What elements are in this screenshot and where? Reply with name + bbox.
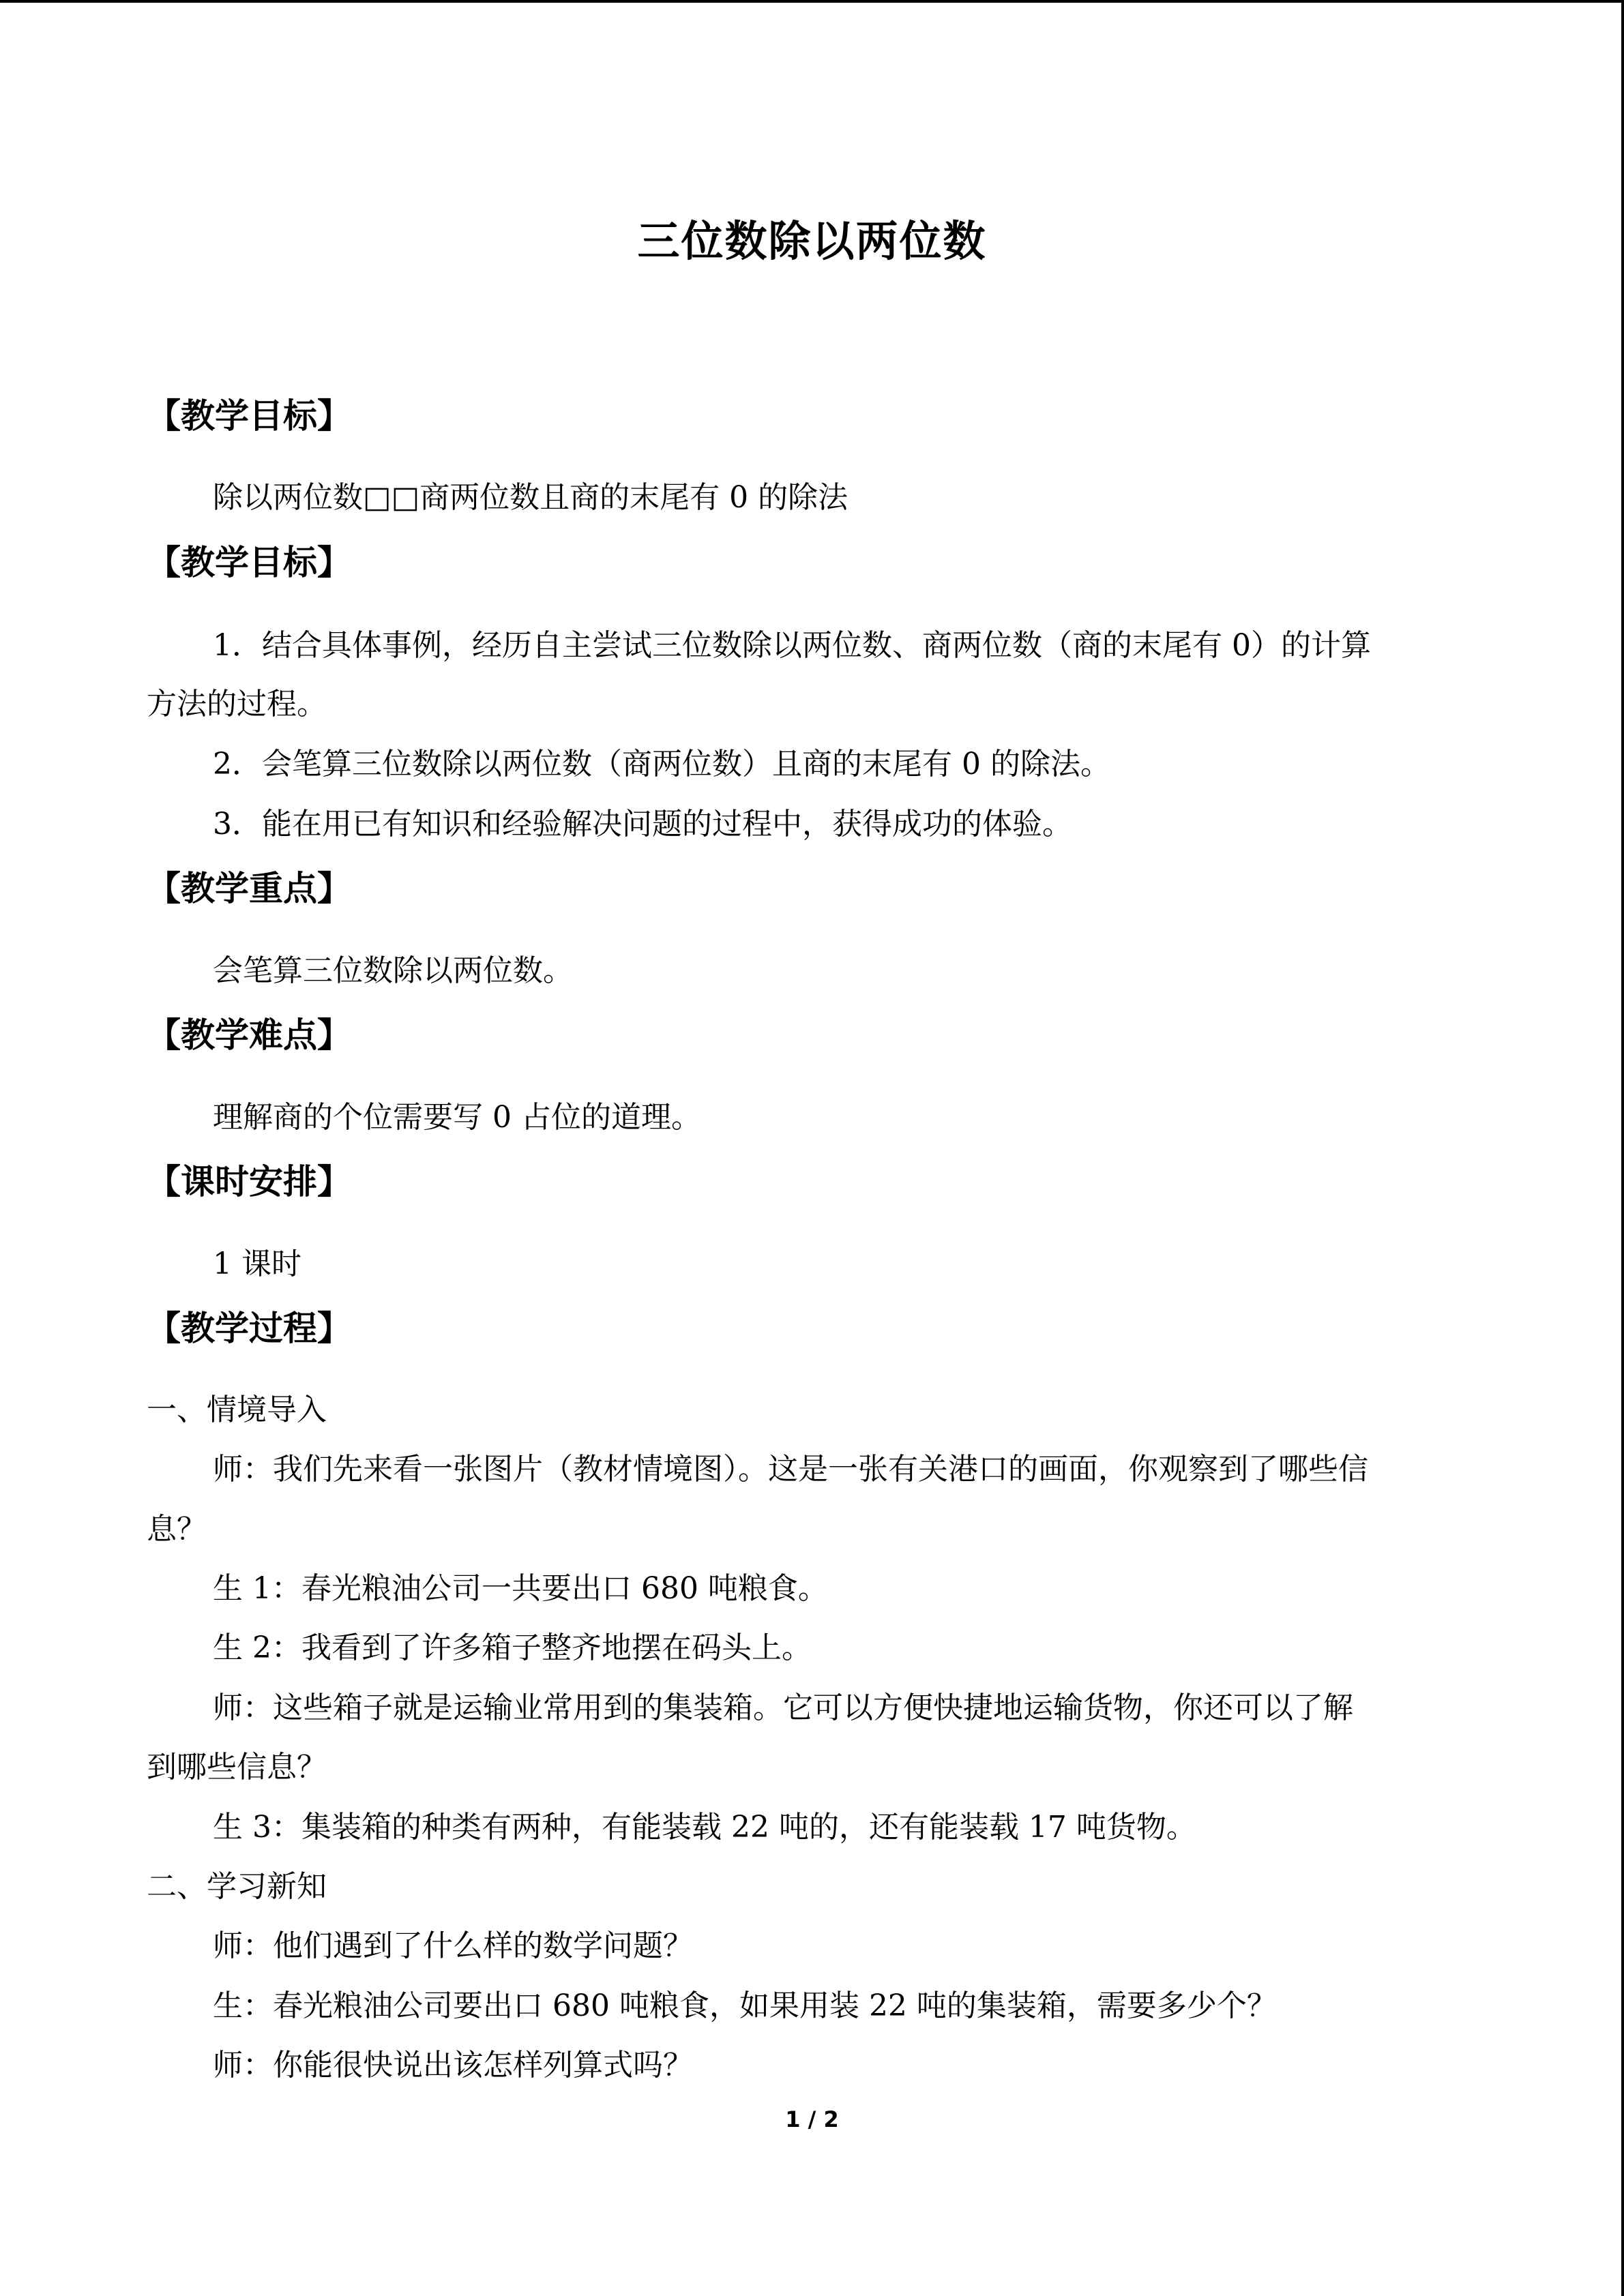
paragraph-line: 师：他们遇到了什么样的数学问题？ — [213, 1928, 693, 1963]
paragraph-line: 生 2：我看到了许多箱子整齐地摆在码头上。 — [213, 1630, 812, 1665]
paragraph-line: 会笔算三位数除以两位数。 — [213, 953, 573, 988]
paragraph-line: 息？ — [147, 1512, 207, 1547]
paragraph-line: 方法的过程。 — [147, 687, 327, 721]
section-heading-process: 【教学过程】 — [147, 1309, 351, 1348]
paragraph-line: 理解商的个位需要写 0 占位的道理。 — [213, 1100, 701, 1135]
paragraph-line: 师：这些箱子就是运输业常用到的集装箱。它可以方便快捷地运输货物，你还可以了解 — [213, 1690, 1353, 1725]
paragraph-line: 1．结合具体事例，经历自主尝试三位数除以两位数、商两位数（商的末尾有 0）的计算 — [213, 628, 1371, 663]
paragraph-line: 生 3：集装箱的种类有两种，有能装载 22 吨的，还有能装载 17 吨货物。 — [213, 1810, 1196, 1845]
paragraph-line: 生 1：春光粮油公司一共要出口 680 吨粮食。 — [213, 1571, 828, 1606]
document-title: 三位数除以两位数 — [637, 216, 987, 266]
paragraph-line: 师：我们先来看一张图片（教材情境图）。这是一张有关港口的画面，你观察到了哪些信 — [213, 1452, 1368, 1487]
paragraph-line: 1 课时 — [213, 1247, 301, 1281]
paragraph-line: 到哪些信息？ — [147, 1750, 327, 1785]
paragraph-line: 师：你能很快说出该怎样列算式吗？ — [213, 2048, 693, 2083]
section-heading-key-point: 【教学重点】 — [147, 869, 351, 908]
page-number: 1 / 2 — [785, 2106, 839, 2132]
subsection-heading: 一、情境导入 — [147, 1392, 327, 1427]
paragraph-line: 除以两位数□□商两位数且商的末尾有 0 的除法 — [213, 480, 848, 515]
section-heading-schedule: 【课时安排】 — [147, 1162, 351, 1202]
section-heading-goal-1: 【教学目标】 — [147, 396, 351, 436]
section-heading-difficulty: 【教学难点】 — [147, 1015, 351, 1055]
paragraph-line: 3．能在用已有知识和经验解决问题的过程中，获得成功的体验。 — [213, 807, 1072, 841]
paragraph-line: 2．会笔算三位数除以两位数（商两位数）且商的末尾有 0 的除法。 — [213, 747, 1110, 781]
subsection-heading: 二、学习新知 — [147, 1869, 327, 1904]
section-heading-goal-2: 【教学目标】 — [147, 543, 351, 582]
paragraph-line: 生：春光粮油公司要出口 680 吨粮食，如果用装 22 吨的集装箱，需要多少个？ — [213, 1988, 1277, 2023]
